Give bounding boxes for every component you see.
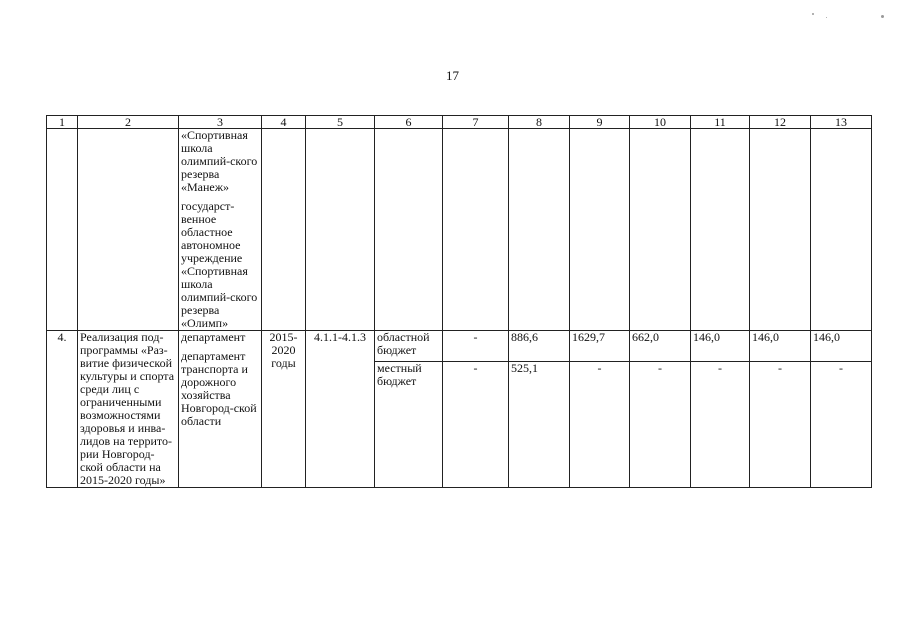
table-cell (811, 129, 872, 331)
amount-cell: - (811, 362, 872, 488)
table-cell (306, 129, 375, 331)
amount-cell: - (443, 331, 509, 362)
executor-name: департамент транспорта и дорожного хозяйства Новгород-ской области (181, 349, 257, 428)
table-cell (262, 129, 306, 331)
item-name: Реализация под-программы «Раз-витие физической культуры и спорта среди лиц с ограниченными возможностями здоровья и инва-лидов на террито-рии Новгород-ской области на 2015-2020 годы» (78, 331, 179, 488)
item-number: 4. (47, 331, 78, 488)
column-header: 8 (509, 116, 570, 129)
table-cell (375, 129, 443, 331)
column-header: 10 (630, 116, 691, 129)
column-header: 6 (375, 116, 443, 129)
table-cell (78, 129, 179, 331)
executor-name: государст-венное областное автономное учреждение «Спортивная школа олимпий-ского резерва «Олимп» (181, 199, 258, 330)
column-header: 1 (47, 116, 78, 129)
table-cell (509, 129, 570, 331)
column-header: 2 (78, 116, 179, 129)
amount-cell: 525,1 (509, 362, 570, 488)
funding-source: областной бюджет (375, 331, 443, 362)
amount-cell: - (570, 362, 630, 488)
amount-cell: 1629,7 (570, 331, 630, 362)
table-row (47, 331, 872, 362)
table-cell (570, 129, 630, 331)
column-header: 12 (750, 116, 811, 129)
column-header: 5 (306, 116, 375, 129)
amount-cell: 146,0 (691, 331, 750, 362)
table-cell (691, 129, 750, 331)
amount-cell: 146,0 (750, 331, 811, 362)
amount-cell: 146,0 (811, 331, 872, 362)
table-cell (630, 129, 691, 331)
column-header: 9 (570, 116, 630, 129)
amount-cell: 662,0 (630, 331, 691, 362)
column-header: 4 (262, 116, 306, 129)
table-cell (47, 129, 78, 331)
executor-cell (179, 331, 262, 488)
amount-cell: - (443, 362, 509, 488)
continuation-row (47, 129, 872, 331)
program-table (46, 115, 872, 488)
table-cell (443, 129, 509, 331)
scan-speck (812, 13, 814, 15)
column-number-row (47, 116, 872, 129)
period: 2015-2020 годы (262, 331, 306, 488)
executor-name: «Спортивная школа олимпий-ского резерва «Манеж» (181, 128, 258, 194)
executor-name: департамент (181, 330, 246, 344)
table-cell (750, 129, 811, 331)
target-indicators: 4.1.1-4.1.3 (306, 331, 375, 488)
scan-speck (826, 17, 827, 18)
page-number: 17 (446, 68, 459, 83)
amount-cell: 886,6 (509, 331, 570, 362)
amount-cell: - (691, 362, 750, 488)
amount-cell: - (750, 362, 811, 488)
scan-speck (881, 15, 884, 18)
executor-cell (179, 129, 262, 331)
column-header: 13 (811, 116, 872, 129)
amount-cell: - (630, 362, 691, 488)
column-header: 11 (691, 116, 750, 129)
column-header: 7 (443, 116, 509, 129)
funding-source: местный бюджет (375, 362, 443, 488)
column-header: 3 (179, 116, 262, 129)
